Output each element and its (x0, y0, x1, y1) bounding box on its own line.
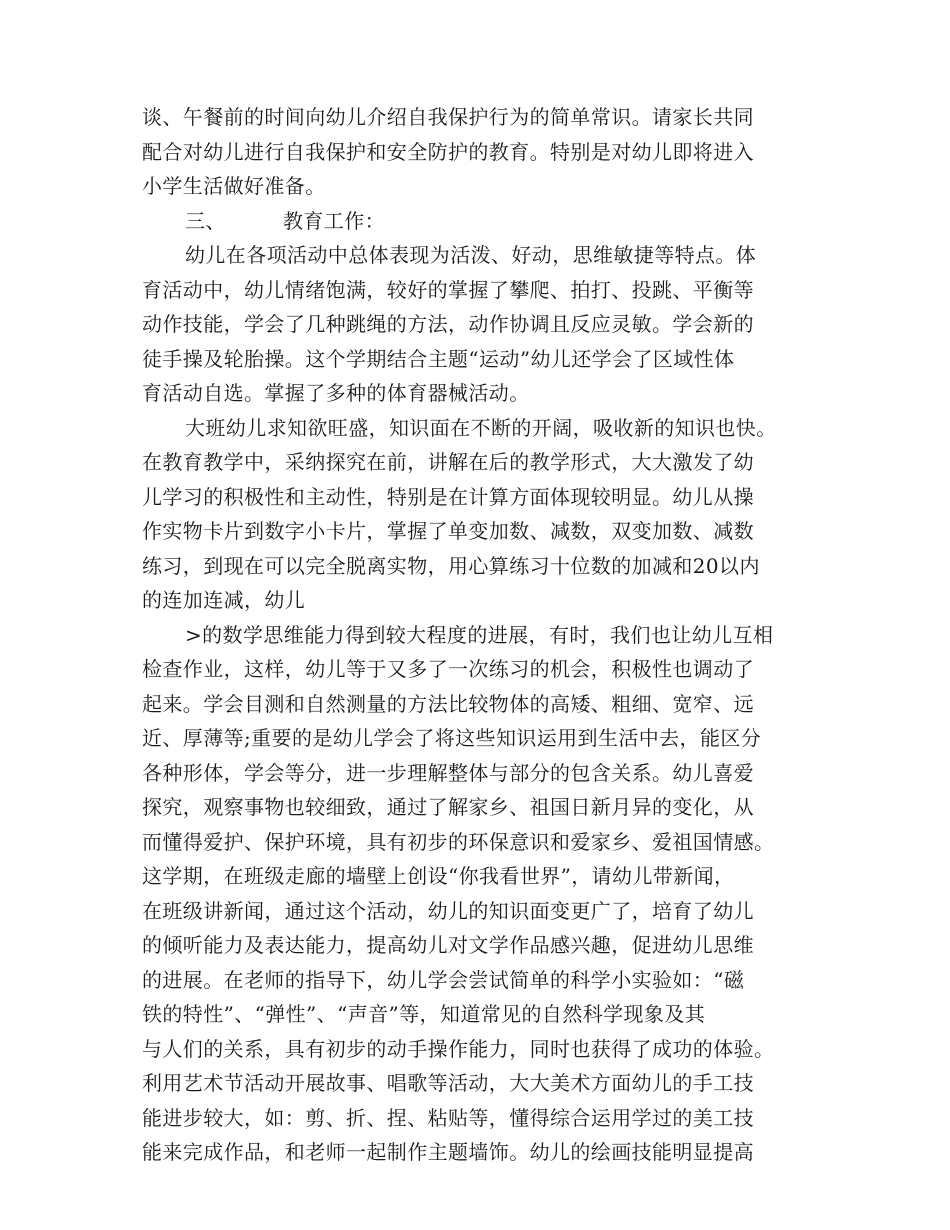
section-heading (142, 204, 822, 239)
paragraph-1-line: 谈、午餐前的时间向幼儿介绍自我保护行为的简单常识。请家长共同 (142, 105, 754, 129)
paragraph-1-line: 小学生活做好准备。 (142, 174, 326, 198)
paragraph-4-line: 能来完成作品，和老师一起制作主题墙饰。幼儿的绘画技能明显提高 (142, 1140, 754, 1164)
paragraph-1-line: 配合对幼儿进行自我保护和安全防护的教育。特别是对幼儿即将进入 (142, 139, 754, 164)
paragraph-3-line: 大班幼儿求知欲旺盛，知识面在不断的开阔，吸收新的知识也快。 (185, 415, 777, 440)
paragraph-2-line: 徒手操及轮胎操。这个学期结合主题“运动”幼儿还学会了区域性体 (142, 346, 735, 371)
document-body (142, 100, 822, 1170)
paragraph-3-line: 的连加连减，幼儿 (142, 588, 306, 612)
paragraph-4-line: 各种形体，学会等分，进一步理解整体与部分的包含关系。幼儿喜爱 (142, 760, 754, 785)
paragraph-2-line: 育活动中，幼儿情绪饱满，较好的掌握了攀爬、拍打、投跳、平衡等 (142, 277, 754, 302)
paragraph-4-line: 的倾听能力及表达能力，提高幼儿对文学作品感兴趣，促进幼儿思维 (142, 933, 754, 957)
paragraph-4-line: 铁的特性”、“弹性”、“声音”等，知道常见的自然科学现象及其 (142, 1002, 706, 1026)
paragraph-3-line: 作实物卡片到数字小卡片，掌握了单变加数、减数，双变加数、减数 (142, 519, 754, 543)
paragraph-4-line: 近、厚薄等;重要的是幼儿学会了将这些知识运用到生活中去，能区分 (142, 726, 762, 750)
paragraph-3-line: 在教育教学中，采纳探究在前，讲解在后的教学形式，大大激发了幼 (142, 450, 754, 474)
paragraph-3-line: 儿学习的积极性和主动性，特别是在计算方面体现较明显。幼儿从操 (142, 484, 754, 509)
paragraph-4-line: 能进步较大，如：剪、折、捏、粘贴等，懂得综合运用学过的美工技 (142, 1105, 754, 1130)
paragraph-4-line: 探究，观察事物也较细致，通过了解家乡、祖国日新月异的变化，从 (142, 795, 754, 819)
paragraph-3-line: 练习，到现在可以完全脱离实物，用心算练习十位数的加减和20以内 (142, 553, 760, 578)
paragraph-4-line: >的数学思维能力得到较大程度的进展，有时，我们也让幼儿互相 (185, 622, 774, 647)
paragraph-4-line: 的进展。在老师的指导下，幼儿学会尝试简单的科学小实验如：“磁 (142, 967, 745, 992)
paragraph-2-line: 动作技能，学会了几种跳绳的方法，动作协调且反应灵敏。学会新的 (142, 312, 754, 336)
section-heading-number: 三、 (185, 208, 226, 233)
paragraph-4-line: 在班级讲新闻，通过这个活动，幼儿的知识面变更广了，培育了幼儿 (142, 898, 754, 923)
paragraph-4-line: 检查作业，这样，幼儿等于又多了一次练习的机会，积极性也调动了 (142, 657, 754, 681)
paragraph-2-line: 幼儿在各项活动中总体表现为活泼、好动，思维敏捷等特点。体 (185, 243, 757, 267)
paragraph-4-line: 这学期，在班级走廊的墙壁上创设“你我看世界”，请幼儿带新闻， (142, 864, 735, 888)
paragraph-4-line: 而懂得爱护、保护环境，具有初步的环保意识和爱家乡、爱祖国情感。 (142, 829, 775, 854)
paragraph-4-line: 与人们的关系，具有初步的动手操作能力，同时也获得了成功的体验。 (142, 1036, 775, 1061)
paragraph-4-line: 起来。学会目测和自然测量的方法比较物体的高矮、粗细、宽窄、远 (142, 691, 754, 716)
section-heading-title: 教育工作： (283, 208, 385, 233)
paragraph-4-line: 利用艺术节活动开展故事、唱歌等活动，大大美术方面幼儿的手工技 (142, 1071, 754, 1095)
paragraph-2-line: 育活动自选。掌握了多种的体育器械活动。 (142, 381, 530, 405)
